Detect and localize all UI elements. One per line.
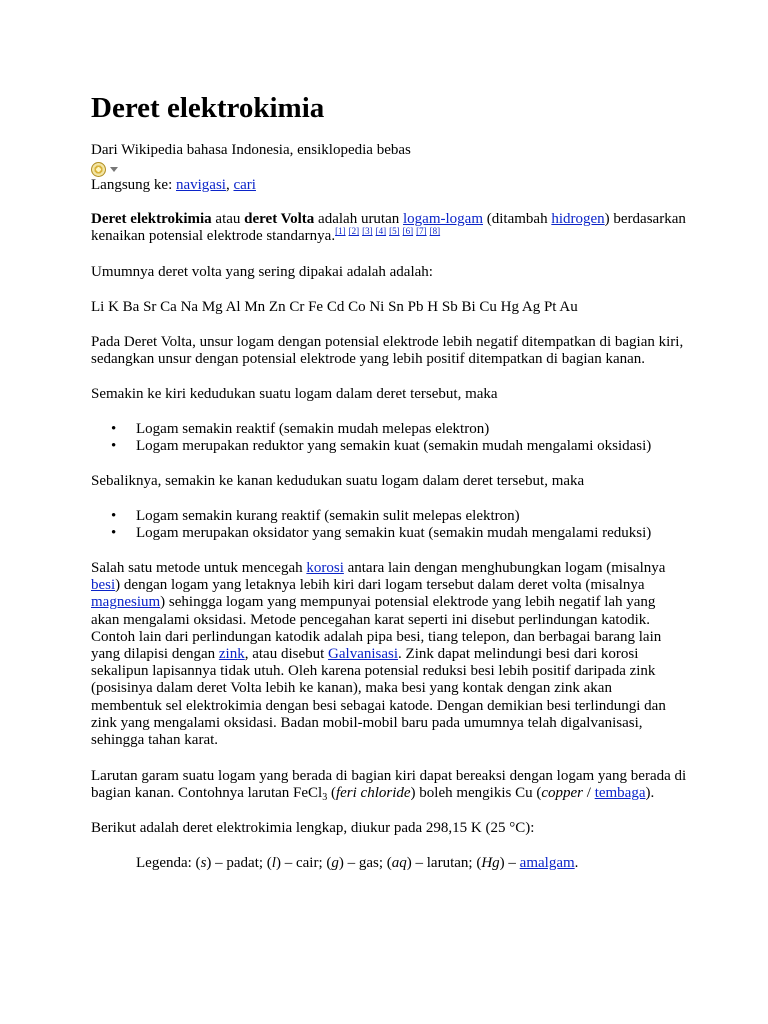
reference-link[interactable]: [8] [429, 226, 441, 237]
intro-paragraph: Deret elektrokimia atau deret Volta adalah urutan logam-logam (ditambah hidrogen) berdasarkan kenaikan potensial elektrode standarnya.[1] [2] [3] [4] [5] [6] [7] [8] [91, 211, 686, 245]
paragraph-kiri: Semakin ke kiri kedudukan suatu logam dalam deret tersebut, maka [91, 386, 498, 402]
list-right-properties [91, 508, 691, 542]
paragraph-kanan: Sebaliknya, semakin ke kanan kedudukan suatu logam dalam deret tersebut, maka [91, 473, 585, 489]
legend-line: Legenda: (s) – padat; (l) – cair; (g) – gas; (aq) – larutan; (Hg) – amalgam. [136, 855, 579, 871]
amalgam-link[interactable]: amalgam [519, 855, 575, 871]
listen-icon[interactable] [91, 162, 106, 177]
reference-link[interactable]: [6] [402, 226, 414, 237]
page-title: Deret elektrokimia [91, 92, 325, 124]
list-item: • Logam merupakan oksidator yang semakin kuat (semakin mudah mengalami reduksi) [91, 525, 691, 542]
reference-link[interactable]: [1] [335, 226, 346, 237]
paragraph-korosi: Salah satu metode untuk mencegah korosi antara lain dengan menghubungkan logam (misalnya besi) dengan logam yang letaknya lebih kiri dari logam tersebut dalam deret volta (misalnya magnesium) sehingga logam yang mempunyai potensial elektrode yang lebih negatif lah yang akan mengalami oksidasi. Metode pencegahan karat seperti ini disebut perlindungan katodik. Contoh lain dari perlindungan katodik adalah pipa besi, tiang telepon, dan berbagai barang lain yang dilapisi dengan zink, atau disebut Galvanisasi. Zink dapat melindungi besi dari korosi sekalipun lapisannya tidak utuh. Oleh karena potensial reduksi besi lebih positif daripada zink (posisinya dalam deret Volta lebih ke kanan), maka besi yang kontak dengan zink akan membentuk sel elektrokimia dengan besi sebagai katode. Dengan demikian besi terlindungi dan zink yang mengalami oksidasi. Badan mobil-mobil baru pada umumnya telah digalvanisasi, sehingga tahan karat. [91, 560, 666, 749]
jump-search-link[interactable]: cari [233, 177, 256, 193]
list-left-properties [91, 421, 691, 455]
paragraph-pada: Pada Deret Volta, unsur logam dengan potensial elektrode lebih negatif ditempatkan di bagian kiri, sedangkan unsur dengan potensial elektrode yang lebih positif ditempatkan di bagian kanan. [91, 334, 684, 368]
electrochemical-series-line: Li K Ba Sr Ca Na Mg Al Mn Zn Cr Fe Cd Co Ni Sn Pb H Sb Bi Cu Hg Ag Pt Au [91, 299, 578, 315]
tembaga-link[interactable]: tembaga [594, 785, 646, 802]
hidrogen-link[interactable]: hidrogen [551, 211, 605, 227]
paragraph-larutan: Larutan garam suatu logam yang berada di bagian kiri dapat bereaksi dengan logam yang berada di bagian kanan. Contohnya larutan FeCl$_3$ (feri chloride) boleh mengikis Cu (copper / tembaga). [91, 768, 687, 804]
reference-list [335, 226, 443, 236]
paragraph-berikut: Berikut adalah deret elektrokimia lengkap, diukur pada 298,15 K (25 °C): [91, 820, 535, 836]
list-item: • Logam semakin reaktif (semakin mudah melepas elektron) [91, 421, 691, 438]
reference-link[interactable]: [4] [375, 226, 387, 237]
jump-navigation-link[interactable]: navigasi [175, 177, 226, 193]
logam-link[interactable]: logam-logam [403, 211, 483, 227]
reference-link[interactable]: [3] [362, 226, 373, 237]
zink-link[interactable]: zink [218, 646, 245, 663]
list-item: • Logam semakin kurang reaktif (semakin sulit melepas elektron) [91, 508, 691, 525]
site-tagline: Dari Wikipedia bahasa Indonesia, ensiklopedia bebas [91, 142, 411, 158]
galvanisasi-link[interactable]: Galvanisasi [328, 646, 399, 663]
reference-link[interactable]: [7] [416, 226, 427, 237]
magnesium-link[interactable]: magnesium [91, 594, 161, 611]
chevron-down-icon[interactable] [110, 167, 118, 172]
tools-menu[interactable] [91, 160, 691, 178]
korosi-link[interactable]: korosi [306, 560, 344, 576]
jump-links: Langsung ke: navigasi, cari [91, 177, 256, 193]
reference-link[interactable]: [5] [389, 226, 400, 237]
reference-link[interactable]: [2] [348, 226, 360, 237]
besi-link[interactable]: besi [91, 577, 116, 594]
paragraph-umumnya: Umumnya deret volta yang sering dipakai adalah adalah: [91, 264, 433, 280]
list-item: • Logam merupakan reduktor yang semakin kuat (semakin mudah mengalami oksidasi) [91, 438, 691, 455]
